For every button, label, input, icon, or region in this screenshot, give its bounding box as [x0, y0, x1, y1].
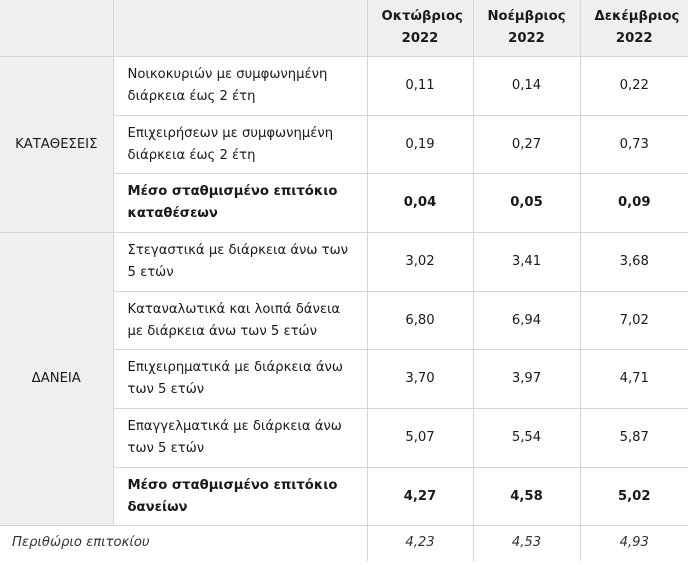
row-label: Καταναλωτικά και λοιπά δάνεια με διάρκεια άνω των 5 ετών	[113, 292, 367, 350]
row-label: Επιχειρηματικά με διάρκεια άνω των 5 ετών	[113, 350, 367, 409]
row-label: Επαγγελματικά με διάρκεια άνω των 5 ετών	[113, 409, 367, 468]
cell-value: 0,19	[367, 116, 473, 174]
category-deposits: ΚΑΤΑΘΕΣΕΙΣ	[0, 57, 113, 233]
margin-label: Περιθώριο επιτοκίου	[0, 526, 367, 561]
cell-value: 3,02	[367, 233, 473, 292]
cell-value: 5,54	[473, 409, 580, 468]
cell-value: 7,02	[580, 292, 688, 350]
cell-value: 0,09	[580, 174, 688, 233]
cell-value: 0,05	[473, 174, 580, 233]
cell-value: 4,71	[580, 350, 688, 409]
table-row	[0, 233, 688, 292]
cell-value: 4,53	[473, 526, 580, 561]
category-loans: ΔΑΝΕΙΑ	[0, 233, 113, 526]
header-month: Οκτώβριος 2022	[367, 0, 473, 57]
cell-value: 4,23	[367, 526, 473, 561]
row-label: Επιχειρήσεων με συμφωνημένη διάρκεια έως 2 έτη	[113, 116, 367, 174]
header-empty-label	[113, 0, 367, 57]
cell-value: 3,68	[580, 233, 688, 292]
cell-value: 4,93	[619, 535, 649, 551]
table-row-margin	[0, 526, 688, 561]
row-label: Νοικοκυριών με συμφωνημένη διάρκεια έως 2 έτη	[113, 57, 367, 116]
header-month: Νοέμβριος 2022	[473, 0, 580, 57]
cell-value: 5,02	[580, 468, 688, 526]
header-empty-category	[0, 0, 113, 57]
cell-value: 6,94	[473, 292, 580, 350]
cell-value: 4,58	[473, 468, 580, 526]
cell-value: 0,14	[473, 57, 580, 116]
cell-value: 3,70	[367, 350, 473, 409]
row-label: Μέσο σταθμισμένο επιτόκιο καταθέσεων	[113, 174, 367, 233]
cell-value: 5,87	[580, 409, 688, 468]
cell-value: 0,11	[367, 57, 473, 116]
row-label: Μέσο σταθμισμένο επιτόκιο δανείων	[113, 468, 367, 526]
cell-value: 0,04	[367, 174, 473, 233]
cell-value: 4,27	[367, 468, 473, 526]
cell-value: 0,27	[473, 116, 580, 174]
cell-value: 5,07	[367, 409, 473, 468]
cell-value: 3,41	[473, 233, 580, 292]
table-header-row	[0, 0, 688, 57]
cell-value: 6,80	[367, 292, 473, 350]
cell-value: 0,73	[580, 116, 688, 174]
cell-value: 0,22	[580, 57, 688, 116]
cell-value: 3,97	[473, 350, 580, 409]
table-row	[0, 57, 688, 116]
row-label: Στεγαστικά με διάρκεια άνω των 5 ετών	[113, 233, 367, 292]
header-month: Δεκέμβριος 2022	[580, 0, 688, 57]
